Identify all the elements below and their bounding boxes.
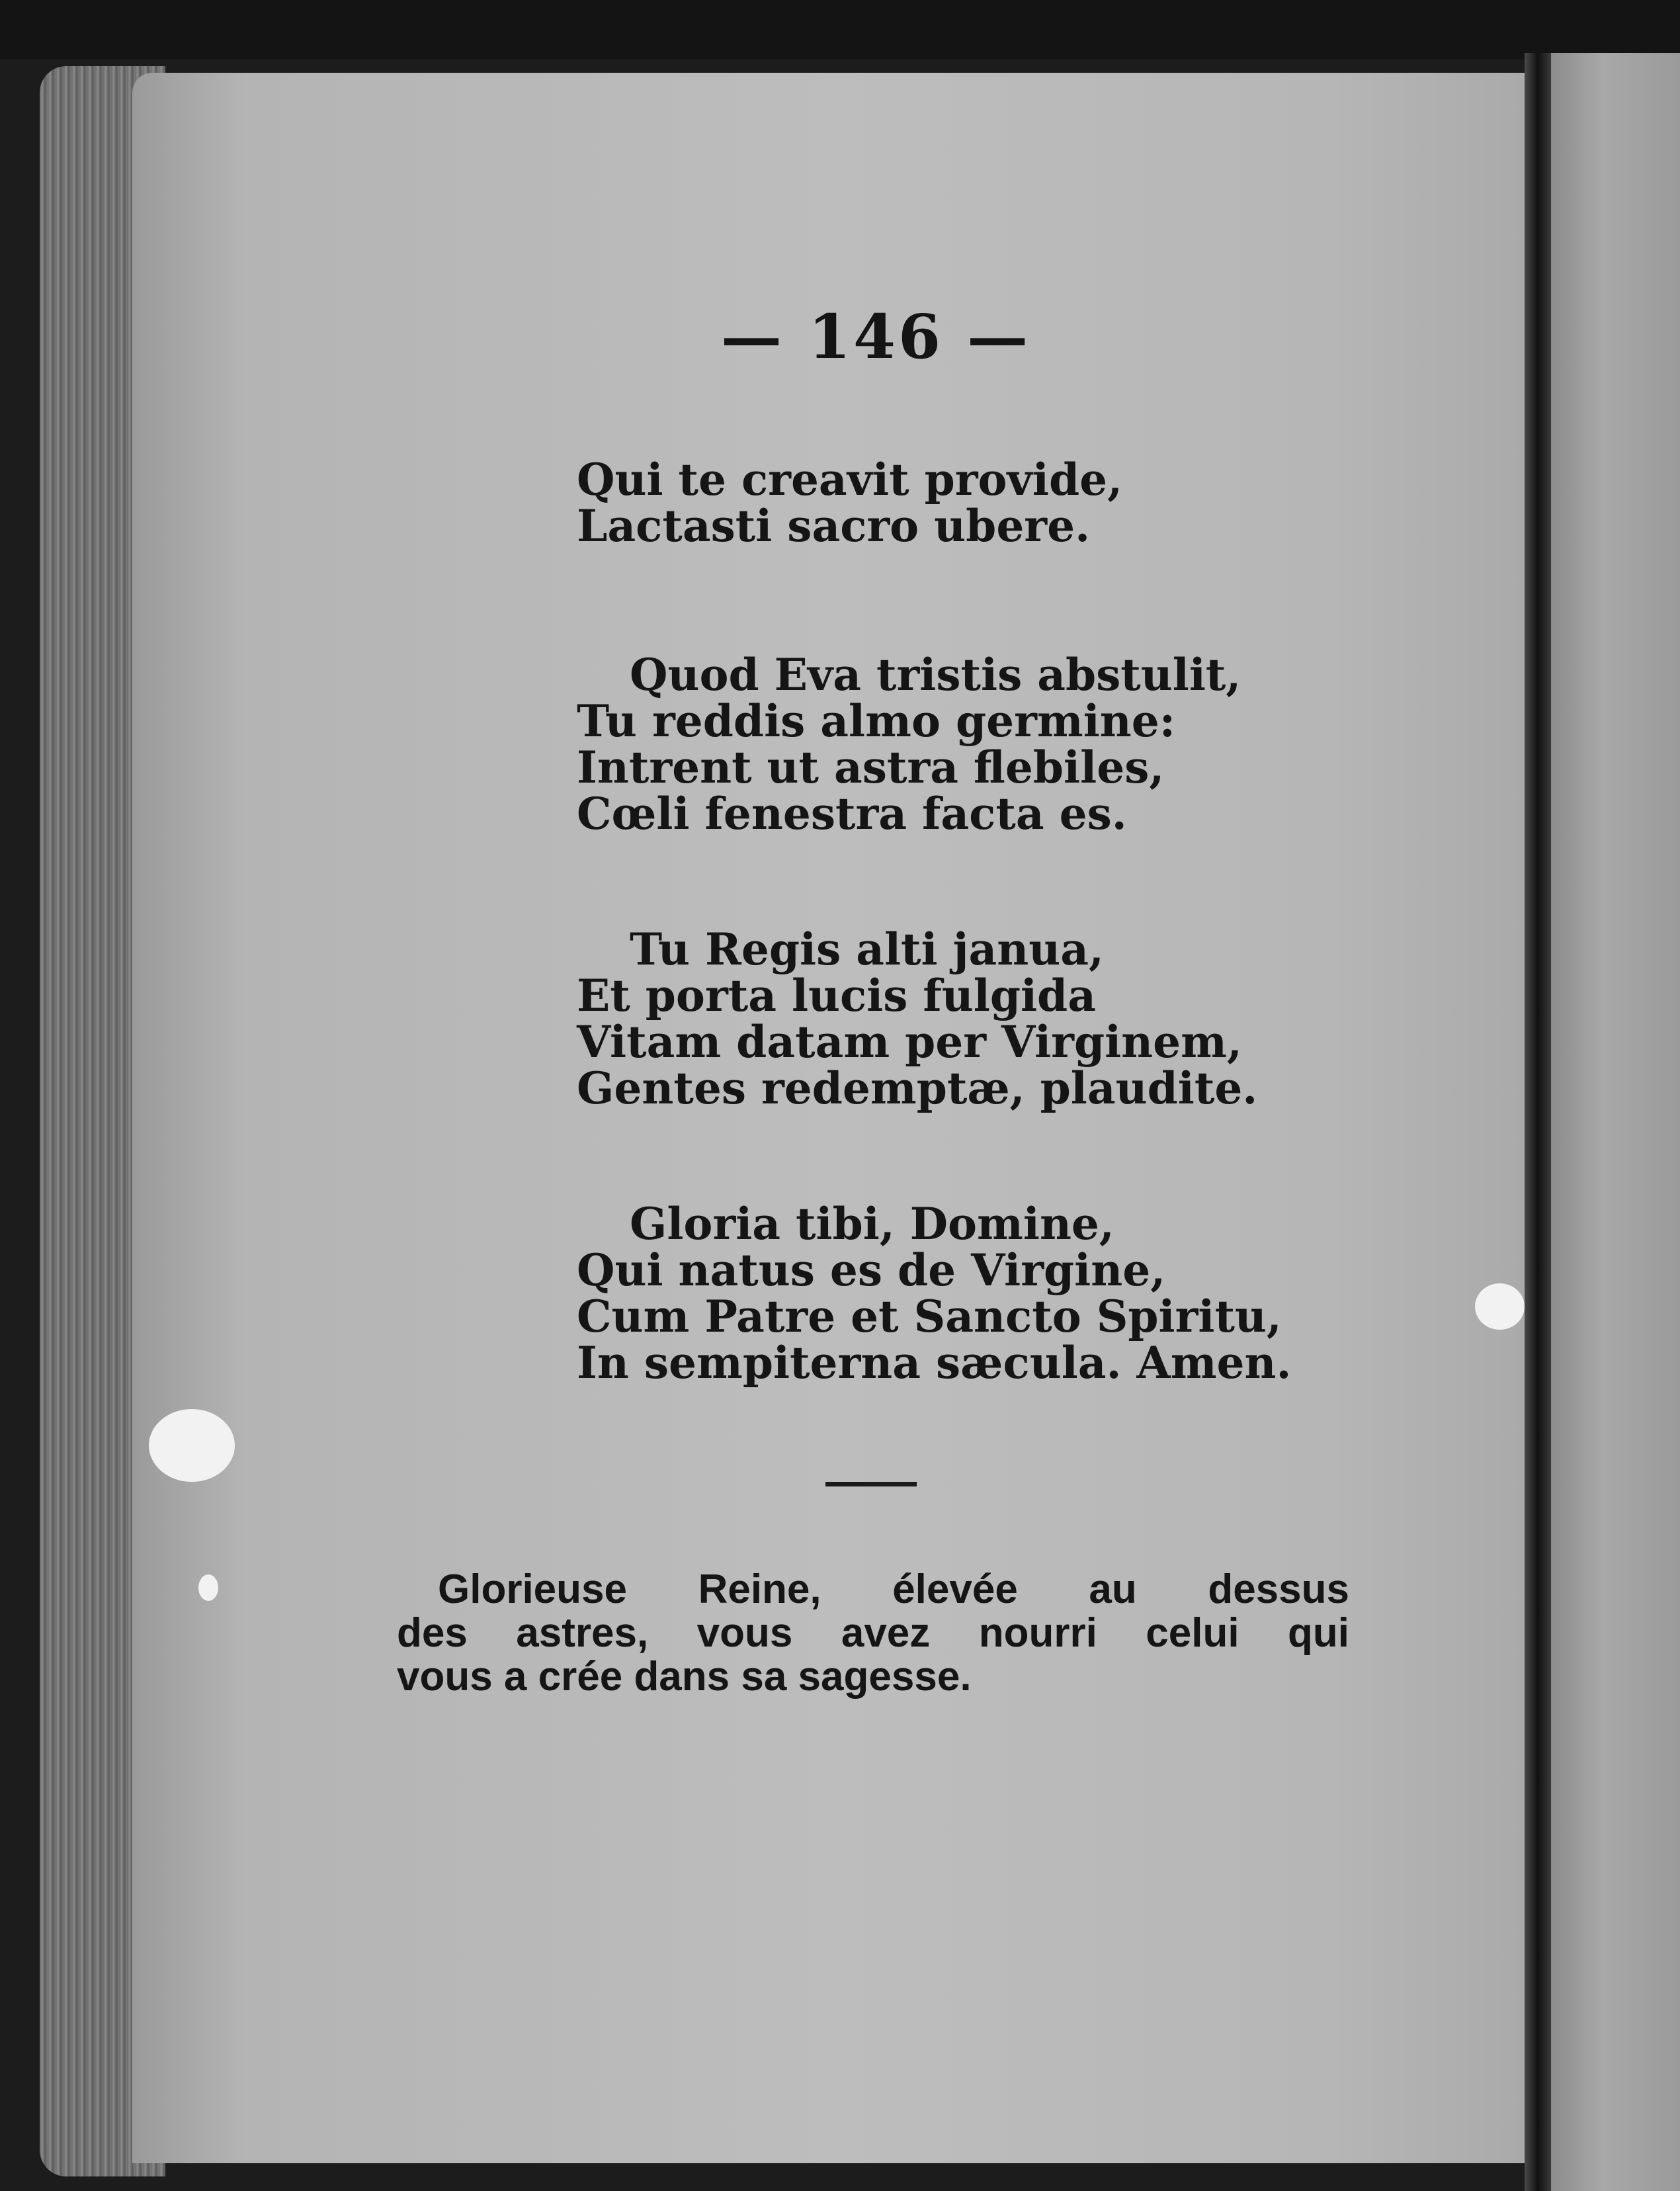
verse-line: Intrent ut astra flebiles, xyxy=(577,742,1165,793)
verse-line: Qui te creavit provide, xyxy=(577,454,1123,505)
section-divider xyxy=(825,1482,917,1486)
verse-line: Cum Patre et Sancto Spiritu, xyxy=(577,1291,1282,1342)
scan-top-border xyxy=(0,0,1680,60)
verse-line: Vitam datam per Virginem, xyxy=(577,1016,1242,1068)
hymn-stanza xyxy=(577,649,1241,839)
translation-line: Glorieuse Reine, élevée au dessus xyxy=(438,1567,1349,1612)
book-gutter xyxy=(1525,53,1551,2191)
verse-line: Tu Regis alti janua, xyxy=(630,924,1104,975)
verse-line: Lactasti sacro ubere. xyxy=(577,500,1091,552)
verse-line: Cœli fenestra facta es. xyxy=(577,788,1127,839)
translation-line: vous a crée dans sa sagesse. xyxy=(397,1654,972,1699)
hymn-stanza xyxy=(577,1198,1292,1389)
translation-line: des astres, vous avez nourri celui qui xyxy=(397,1610,1349,1656)
verse-line: Quod Eva tristis abstulit, xyxy=(630,649,1241,701)
book-page xyxy=(132,73,1541,2163)
page-number: — 146 — xyxy=(721,301,1031,372)
verse-line: Tu reddis almo germine: xyxy=(577,695,1176,747)
verse-line: Et porta lucis fulgida xyxy=(577,970,1096,1021)
french-translation xyxy=(397,1568,1349,1699)
verse-line: Gentes redemptæ, plaudite. xyxy=(577,1062,1258,1114)
hymn-stanza xyxy=(577,454,1123,552)
verse-line: Gloria tibi, Domine, xyxy=(630,1198,1114,1250)
hymn-stanza xyxy=(577,924,1258,1114)
verse-line: Qui natus es de Virgine, xyxy=(577,1244,1166,1296)
facing-page-edge xyxy=(1551,53,1680,2191)
scan-speck xyxy=(149,1409,235,1482)
verse-line: In sempiterna sæcula. Amen. xyxy=(577,1337,1292,1389)
scan-speck xyxy=(1475,1283,1525,1330)
scan-speck xyxy=(198,1574,218,1601)
